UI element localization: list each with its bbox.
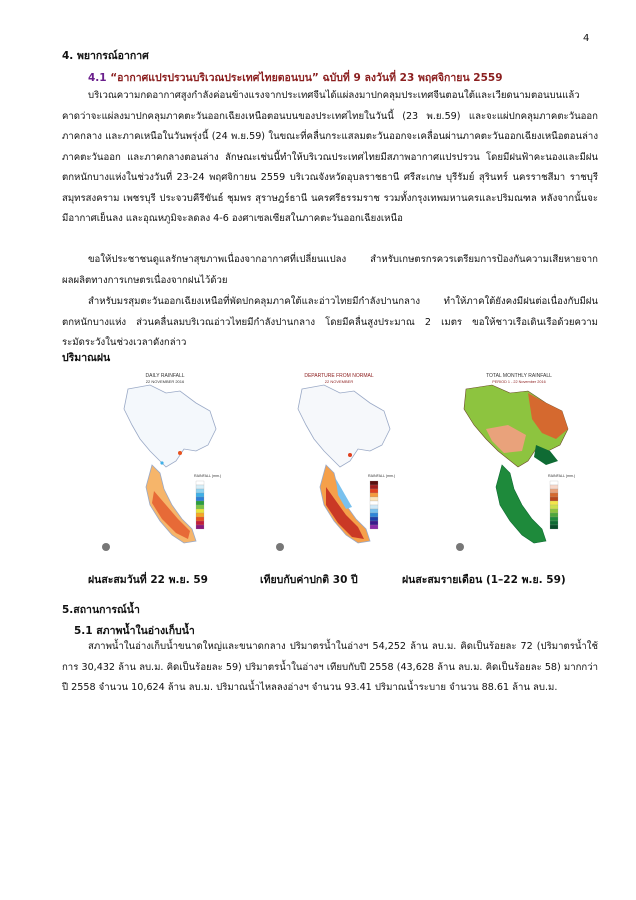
legend-swatch [370, 497, 378, 501]
legend-swatch [550, 505, 558, 509]
forecast-paragraph-2 [62, 250, 598, 291]
map-date: 22 NOVEMBER 2016 [145, 379, 185, 384]
section-5-heading: 5.สถานการณ์น้ำ [62, 604, 140, 616]
legend-swatch [370, 521, 378, 525]
legend-swatch [370, 501, 378, 505]
page-number: 4 [583, 33, 590, 44]
departure-map-figure [260, 369, 412, 586]
monthly-rainfall-map-figure [402, 369, 592, 586]
forecast-paragraph-3-text: สำหรับมรสุมตะวันออกเฉียงเหนือที่พัดปกคลุมภาคใต้และอ่าวไทยมีกำลังปานกลาง ทำให้ภาคใต้ยังคงมีฝนต่อเนื่องกับมีฝนตกหนักบางแห่ง ส่วนคลื่นลมบริเวณอ่าวไทยมีกำลังปานกลาง โดยมีคลื่นสูงประมาณ 2 เมตร ขอให้ชาวเรือเดินเรือด้วยความระมัดระวังในช่วงเวลาดังกล่าว [62, 296, 598, 348]
rain-spot [160, 461, 163, 464]
map-legend [194, 474, 221, 478]
section-4-1-title: “อากาศแปรปรวนบริเวณประเทศไทยตอนบน” ฉบับที่ 9 ลงวันที่ 23 พฤศจิกายน 2559 [110, 72, 503, 84]
section-4-heading: 4. พยากรณ์อากาศ [62, 50, 149, 62]
legend-swatch [370, 489, 378, 493]
logo-icon [102, 543, 110, 551]
logo-icon [456, 543, 464, 551]
section-4-1-number: 4.1 [88, 72, 107, 84]
map-caption-monthly: ฝนสะสมรายเดือน (1–22 พ.ย. 59) [402, 574, 566, 586]
map-caption-daily: ฝนสะสมวันที่ 22 พ.ย. 59 [88, 574, 208, 586]
forecast-paragraph-2-text: ขอให้ประชาชนดูแลรักษาสุขภาพเนื่องจากอากาศที่เปลี่ยนแปลง สำหรับเกษตรกรควรเตรียมการป้องกันความเสียหายจากผลผลิตทางการเกษตรเนื่องจากฝนไว้ด้วย [62, 254, 598, 286]
legend-swatch [550, 501, 558, 505]
section-5-1-heading: 5.1 สภาพน้ำในอ่างเก็บน้ำ [74, 625, 195, 637]
legend-swatch [196, 501, 204, 505]
legend-swatch [550, 485, 558, 489]
legend-swatch [550, 481, 558, 485]
legend-swatch [550, 497, 558, 501]
map-legend [368, 474, 395, 478]
legend-swatch [370, 481, 378, 485]
map-title: DAILY RAINFALL [145, 373, 185, 379]
map-title: DEPARTURE FROM NORMAL [304, 373, 374, 379]
svg-text:RAINFALL (mm.): RAINFALL (mm.) [194, 474, 222, 478]
legend-swatch [196, 489, 204, 493]
legend-swatch [370, 505, 378, 509]
logo-icon [276, 543, 284, 551]
legend-swatch [550, 517, 558, 521]
legend-swatch [196, 509, 204, 513]
legend-swatch [370, 525, 378, 529]
legend-swatch [196, 481, 204, 485]
legend-swatch [370, 513, 378, 517]
departure-from-normal-map [266, 369, 412, 555]
map-date: 22 NOVEMBER [324, 379, 354, 384]
svg-text:RAINFALL (mm.): RAINFALL (mm.) [548, 474, 576, 478]
legend-swatch [196, 517, 204, 521]
legend-swatch [370, 485, 378, 489]
rain-spot [348, 453, 352, 457]
legend-swatch [196, 513, 204, 517]
map-legend [548, 474, 575, 478]
legend-swatch [196, 485, 204, 489]
legend-swatch [550, 489, 558, 493]
legend-swatch [370, 493, 378, 497]
legend-swatch [196, 493, 204, 497]
legend-swatch [550, 513, 558, 517]
map-date: PERIOD 1 - 22 November 2016 [492, 380, 546, 384]
forecast-paragraph-3 [62, 292, 598, 354]
legend-swatch [196, 505, 204, 509]
legend-swatch [196, 525, 204, 529]
water-paragraph [62, 637, 598, 699]
legend-swatch [370, 509, 378, 513]
legend-swatch [196, 497, 204, 501]
section-4-1-heading [88, 69, 503, 86]
legend-swatch [196, 521, 204, 525]
daily-rainfall-map-figure [88, 369, 238, 586]
daily-rainfall-map [92, 369, 238, 555]
map-caption-departure: เทียบกับค่าปกติ 30 ปี [260, 574, 358, 586]
map-title: TOTAL MONTHLY RAINFALL [486, 373, 552, 379]
legend-swatch [550, 493, 558, 497]
svg-text:RAINFALL (mm.): RAINFALL (mm.) [368, 474, 396, 478]
forecast-paragraph-1-text: บริเวณความกดอากาศสูงกำลังค่อนข้างแรงจากประเทศจีนได้แผ่ลงมาปกคลุมประเทศจีนตอนใต้และเวียดนามตอนบนแล้ว คาดว่าจะแผ่ลงมาปกคลุมภาคตะวันออกเฉียงเหนือตอนบนของประเทศไทยในวันนี้ (23 พ.ย.59) และจะแผ่ปกคลุมภาคตะวันออก ภาคกลาง และภาคเหนือในวันพรุ่งนี้ (24 พ.ย.59) ในขณะที่คลื่นกระแสลมตะวันออกจะเคลื่อนผ่านภาคตะวันออกเฉียงเหนือตอนล่าง ภาคตะวันออก และภาคกลางตอนล่าง ลักษณะเช่นนี้ทำให้บริเวณประเทศไทยมีสภาพอากาศแปรปรวน โดยมีฝนฟ้าคะนองและมีฝนตกหนักบางแห่งในช่วงวันที่ 23-24 พฤศจิกายน 2559 บริเวณจังหวัดอุบลราชธานี ศรีสะเกษ บุรีรัมย์ สุรินทร์ นครราชสีมา ราชบุรี สมุทรสงคราม เพชรบุรี ประจวบคีรีขันธ์ ชุมพร สุราษฎร์ธานี นครศรีธรรมราช รวมทั้งกรุงเทพมหานครและปริมณฑล หลังจากนั้นจะมีอากาศเย็นลง และอุณหภูมิจะลดลง 4-6 องศาเซลเซียสในภาคตะวันออกเฉียงเหนือ [62, 90, 598, 224]
legend-swatch [370, 517, 378, 521]
legend-swatch [550, 509, 558, 513]
legend-swatch [550, 525, 558, 529]
water-paragraph-text: สภาพน้ำในอ่างเก็บน้ำขนาดใหญ่และขนาดกลาง ปริมาตรน้ำในอ่างฯ 54,252 ล้าน ลบ.ม. คิดเป็นร้อยละ 72 (ปริมาตรน้ำใช้การ 30,432 ล้าน ลบ.ม. คิดเป็นร้อยละ 59) ปริมาตรน้ำในอ่างฯ เทียบกับปี 2558 (43,628 ล้าน ลบ.ม. คิดเป็นร้อยละ 58) มากกว่าปี 2558 จำนวน 10,624 ล้าน ลบ.ม. ปริมาณน้ำไหลลงอ่างฯ จำนวน 93.41 ปริมาณน้ำระบาย จำนวน 88.61 ล้าน ลบ.ม. [62, 641, 598, 693]
rainfall-heading: ปริมาณฝน [62, 352, 111, 364]
forecast-paragraph-1 [62, 86, 598, 230]
monthly-rainfall-map [446, 369, 592, 555]
legend-swatch [550, 521, 558, 525]
rain-spot [178, 451, 182, 455]
